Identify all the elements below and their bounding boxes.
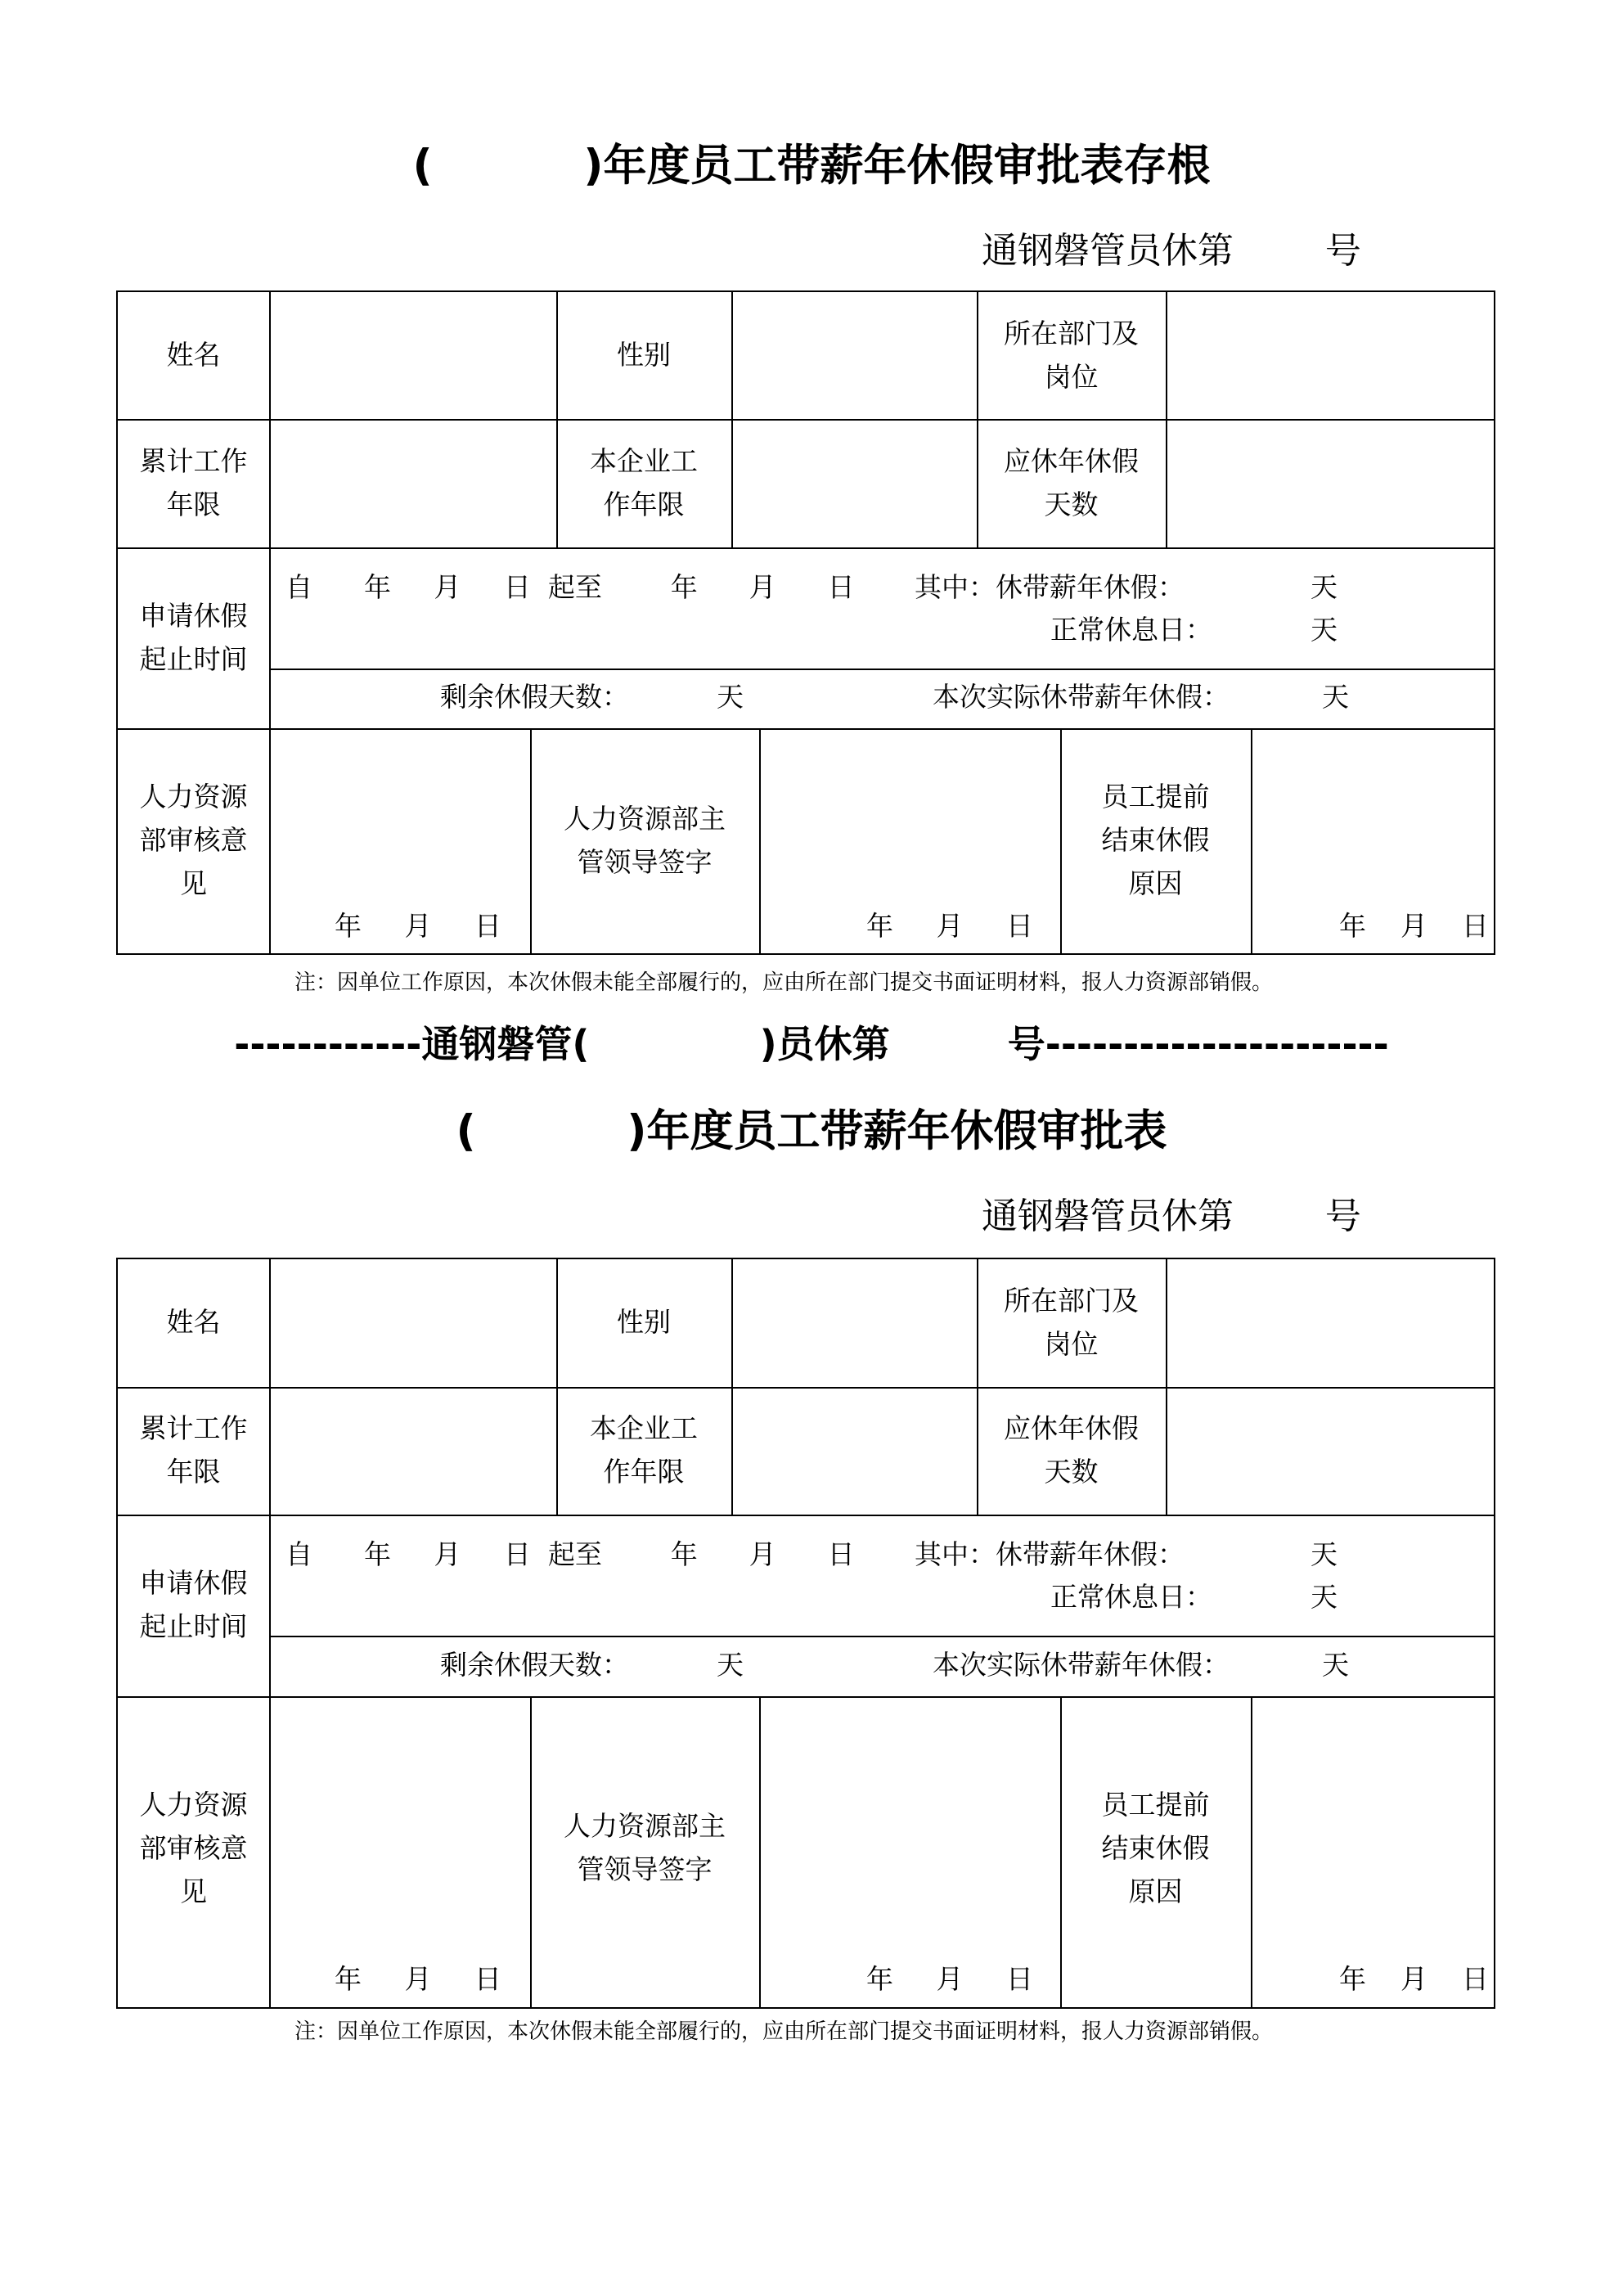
name-label: 姓名 <box>166 339 221 371</box>
total-years-label: 累计工作 年限 <box>139 445 248 520</box>
period-label: 申请休假 起止时间 <box>139 1567 248 1642</box>
cut-separator: ------------通钢磐管( )员休第 号---------------------- <box>234 1022 1389 1066</box>
remaining-days-label: 剩余休假天数： <box>440 1649 629 1681</box>
actual-day-unit: 天 <box>1322 1649 1349 1681</box>
hr-leader-sign-label: 人力资源部主 管领导签字 <box>564 803 726 878</box>
early-end-date: 年 月 日 <box>1339 1963 1489 1995</box>
period-line-1: 自 年 月 日 起至 年 月 日 其中：休带薪年休假： <box>285 1538 1185 1570</box>
gender-label: 性别 <box>617 1306 671 1338</box>
stub-note: 注：因单位工作原因，本次休假未能全部履行的，应由所在部门提交书面证明材料，报人力资源部销假。 <box>294 970 1274 995</box>
form-table <box>116 1258 1495 2009</box>
normal-rest-label: 正常休息日： <box>1050 1581 1212 1613</box>
company-years-label: 本企业工 作年限 <box>590 445 698 520</box>
early-end-date: 年 月 日 <box>1339 910 1489 942</box>
remaining-day-unit: 天 <box>717 1649 744 1681</box>
dept-label: 所在部门及 岗位 <box>1004 317 1139 393</box>
early-end-reason-label: 员工提前 结束休假 原因 <box>1101 1789 1210 1907</box>
form-note: 注：因单位工作原因，本次休假未能全部履行的，应由所在部门提交书面证明材料，报人力资源部销假。 <box>294 2019 1274 2044</box>
paid-leave-day-unit: 天 <box>1311 571 1338 603</box>
total-years-label: 累计工作 年限 <box>139 1412 248 1488</box>
paid-leave-day-unit: 天 <box>1311 1538 1338 1570</box>
remaining-days-label: 剩余休假天数： <box>440 681 629 713</box>
normal-rest-day-unit: 天 <box>1311 1581 1338 1613</box>
remaining-day-unit: 天 <box>717 681 744 713</box>
stub-table <box>116 290 1495 955</box>
stub-doc-number: 通钢磐管员休第 号 <box>982 230 1361 272</box>
entitled-days-label: 应休年休假 天数 <box>1004 1412 1139 1488</box>
hr-opinion-date: 年 月 日 <box>335 1963 501 1995</box>
actual-day-unit: 天 <box>1322 681 1349 713</box>
actual-leave-label: 本次实际休带薪年休假： <box>933 681 1230 713</box>
hr-opinion-label: 人力资源 部审核意 见 <box>139 1789 248 1907</box>
hr-leader-sign-label: 人力资源部主 管领导签字 <box>564 1810 726 1885</box>
gender-label: 性别 <box>617 339 671 371</box>
name-label: 姓名 <box>166 1306 221 1338</box>
stub-title: ( )年度员工带薪年休假审批表存根 <box>412 141 1211 191</box>
period-line-1: 自 年 月 日 起至 年 月 日 其中：休带薪年休假： <box>285 571 1185 603</box>
period-label: 申请休假 起止时间 <box>139 600 248 675</box>
entitled-days-label: 应休年休假 天数 <box>1004 445 1139 520</box>
hr-leader-date: 年 月 日 <box>866 1963 1033 1995</box>
hr-opinion-label: 人力资源 部审核意 见 <box>139 781 248 899</box>
company-years-label: 本企业工 作年限 <box>590 1412 698 1488</box>
dept-label: 所在部门及 岗位 <box>1004 1285 1139 1360</box>
normal-rest-label: 正常休息日： <box>1050 614 1212 646</box>
hr-leader-date: 年 月 日 <box>866 910 1033 942</box>
normal-rest-day-unit: 天 <box>1311 614 1338 646</box>
hr-opinion-date: 年 月 日 <box>335 910 501 942</box>
actual-leave-label: 本次实际休带薪年休假： <box>933 1649 1230 1681</box>
early-end-reason-label: 员工提前 结束休假 原因 <box>1101 781 1210 899</box>
form-doc-number: 通钢磐管员休第 号 <box>982 1195 1361 1237</box>
form-title: ( )年度员工带薪年休假审批表 <box>456 1106 1167 1156</box>
